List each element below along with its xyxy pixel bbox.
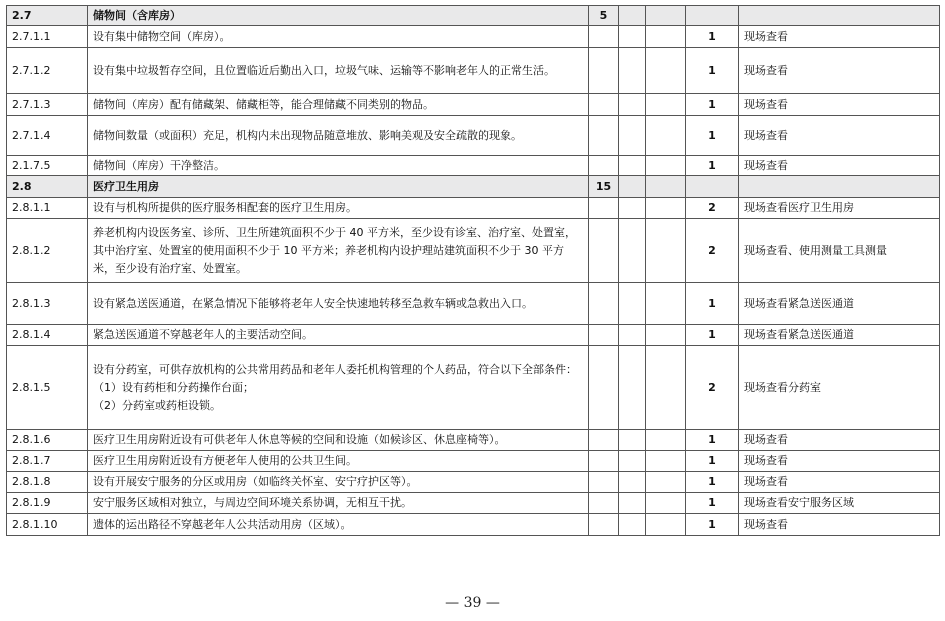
item-id: 2.8.1.5 bbox=[7, 346, 88, 430]
item-sub-condition: （2）分药室或药柜设锁。 bbox=[93, 398, 221, 412]
item-id: 2.8.1.3 bbox=[7, 283, 88, 325]
item-id: 2.7.1.4 bbox=[7, 116, 88, 156]
item-method: 现场查看医疗卫生用房 bbox=[739, 198, 940, 219]
empty-cell bbox=[589, 48, 619, 94]
item-id: 2.7.1.2 bbox=[7, 48, 88, 94]
table-row bbox=[7, 451, 940, 472]
item-text: 储物间（库房）配有储藏架、储藏柜等，能合理储藏不同类别的物品。 bbox=[88, 94, 589, 116]
section-title: 医疗卫生用房 bbox=[88, 176, 589, 198]
table-row bbox=[7, 116, 940, 156]
section-id: 2.8 bbox=[7, 176, 88, 198]
empty-cell bbox=[619, 219, 646, 283]
item-text: 设有紧急送医通道，在紧急情况下能够将老年人安全快速地转移至急救车辆或急救出入口。 bbox=[88, 283, 589, 325]
empty-cell bbox=[589, 472, 619, 493]
table-row bbox=[7, 493, 940, 514]
empty-cell bbox=[589, 493, 619, 514]
item-weight: 1 bbox=[686, 26, 739, 48]
item-weight: 1 bbox=[686, 430, 739, 451]
item-weight: 2 bbox=[686, 219, 739, 283]
table-row bbox=[7, 472, 940, 493]
empty-cell bbox=[619, 493, 646, 514]
empty-cell bbox=[589, 116, 619, 156]
empty-cell bbox=[739, 176, 940, 198]
section-id: 2.7 bbox=[7, 6, 88, 26]
item-method: 现场查看安宁服务区域 bbox=[739, 493, 940, 514]
empty-cell bbox=[589, 451, 619, 472]
empty-cell bbox=[619, 451, 646, 472]
evaluation-table bbox=[6, 5, 940, 536]
item-text-block bbox=[88, 346, 589, 430]
table-row bbox=[7, 219, 940, 283]
empty-cell bbox=[686, 6, 739, 26]
empty-cell bbox=[619, 156, 646, 176]
table-row bbox=[7, 325, 940, 346]
empty-cell bbox=[619, 283, 646, 325]
page-number: — 39 — bbox=[445, 595, 500, 611]
item-text: 紧急送医通道不穿越老年人的主要活动空间。 bbox=[88, 325, 589, 346]
item-id: 2.8.1.9 bbox=[7, 493, 88, 514]
item-text: 养老机构内设医务室、诊所、卫生所建筑面积不少于 40 平方米，至少设有诊室、治疗室、处置室，其中治疗室、处置室的使用面积不少于 10 平方米；养老机构内设护理站建筑面积不少于 30 平方米，至少设有治疗室、处置室。 bbox=[88, 219, 589, 283]
item-id: 2.7.1.1 bbox=[7, 26, 88, 48]
section-title: 储物间（含库房） bbox=[88, 6, 589, 26]
empty-cell bbox=[589, 198, 619, 219]
item-weight: 1 bbox=[686, 94, 739, 116]
item-method: 现场查看 bbox=[739, 451, 940, 472]
item-weight: 1 bbox=[686, 156, 739, 176]
empty-cell bbox=[646, 48, 686, 94]
item-id: 2.8.1.7 bbox=[7, 451, 88, 472]
empty-cell bbox=[646, 325, 686, 346]
empty-cell bbox=[619, 26, 646, 48]
item-weight: 1 bbox=[686, 48, 739, 94]
item-text: 遗体的运出路径不穿越老年人公共活动用房（区域）。 bbox=[88, 514, 589, 536]
item-id: 2.8.1.6 bbox=[7, 430, 88, 451]
item-weight: 2 bbox=[686, 198, 739, 219]
empty-cell bbox=[646, 94, 686, 116]
empty-cell bbox=[619, 472, 646, 493]
item-method: 现场查看 bbox=[739, 472, 940, 493]
table-row bbox=[7, 156, 940, 176]
item-text: 设有与机构所提供的医疗服务相配套的医疗卫生用房。 bbox=[88, 198, 589, 219]
item-method: 现场查看 bbox=[739, 26, 940, 48]
empty-cell bbox=[646, 472, 686, 493]
table-row bbox=[7, 346, 940, 430]
empty-cell bbox=[619, 198, 646, 219]
item-method: 现场查看 bbox=[739, 48, 940, 94]
item-id: 2.8.1.8 bbox=[7, 472, 88, 493]
item-weight: 1 bbox=[686, 116, 739, 156]
empty-cell bbox=[589, 94, 619, 116]
empty-cell bbox=[589, 156, 619, 176]
empty-cell bbox=[619, 176, 646, 198]
empty-cell bbox=[589, 219, 619, 283]
empty-cell bbox=[619, 514, 646, 536]
section-row bbox=[7, 6, 940, 26]
item-text: 储物间（库房）干净整洁。 bbox=[88, 156, 589, 176]
item-method: 现场查看紧急送医通道 bbox=[739, 325, 940, 346]
item-text: 设有开展安宁服务的分区或用房（如临终关怀室、安宁疗护区等）。 bbox=[88, 472, 589, 493]
table-row bbox=[7, 283, 940, 325]
item-weight: 1 bbox=[686, 514, 739, 536]
empty-cell bbox=[589, 325, 619, 346]
empty-cell bbox=[646, 493, 686, 514]
table-row bbox=[7, 430, 940, 451]
empty-cell bbox=[739, 6, 940, 26]
empty-cell bbox=[619, 94, 646, 116]
item-weight: 1 bbox=[686, 451, 739, 472]
empty-cell bbox=[589, 283, 619, 325]
empty-cell bbox=[646, 346, 686, 430]
table-row bbox=[7, 198, 940, 219]
empty-cell bbox=[589, 346, 619, 430]
empty-cell bbox=[619, 116, 646, 156]
item-weight: 1 bbox=[686, 283, 739, 325]
empty-cell bbox=[619, 346, 646, 430]
item-id: 2.8.1.4 bbox=[7, 325, 88, 346]
section-score: 5 bbox=[589, 6, 619, 26]
empty-cell bbox=[646, 198, 686, 219]
table-row bbox=[7, 26, 940, 48]
empty-cell bbox=[646, 283, 686, 325]
item-method: 现场查看分药室 bbox=[739, 346, 940, 430]
item-weight: 1 bbox=[686, 472, 739, 493]
table-row bbox=[7, 48, 940, 94]
empty-cell bbox=[686, 176, 739, 198]
empty-cell bbox=[619, 430, 646, 451]
empty-cell bbox=[589, 430, 619, 451]
item-weight: 1 bbox=[686, 493, 739, 514]
item-method: 现场查看 bbox=[739, 156, 940, 176]
table-row bbox=[7, 94, 940, 116]
empty-cell bbox=[646, 26, 686, 48]
section-score: 15 bbox=[589, 176, 619, 198]
item-method: 现场查看、使用测量工具测量 bbox=[739, 219, 940, 283]
item-text: 储物间数量（或面积）充足，机构内未出现物品随意堆放、影响美观及安全疏散的现象。 bbox=[88, 116, 589, 156]
empty-cell bbox=[619, 6, 646, 26]
item-id: 2.1.7.5 bbox=[7, 156, 88, 176]
item-text: 安宁服务区域相对独立，与周边空间环境关系协调，无相互干扰。 bbox=[88, 493, 589, 514]
empty-cell bbox=[646, 116, 686, 156]
item-text: 医疗卫生用房附近设有可供老年人休息等候的空间和设施（如候诊区、休息座椅等）。 bbox=[88, 430, 589, 451]
item-weight: 2 bbox=[686, 346, 739, 430]
item-method: 现场查看 bbox=[739, 514, 940, 536]
item-sub-condition: （1）设有药柜和分药操作台面； bbox=[93, 380, 254, 394]
item-weight: 1 bbox=[686, 325, 739, 346]
item-id: 2.8.1.10 bbox=[7, 514, 88, 536]
item-text: 设有集中储物空间（库房）。 bbox=[88, 26, 589, 48]
item-method: 现场查看 bbox=[739, 94, 940, 116]
empty-cell bbox=[646, 430, 686, 451]
item-id: 2.8.1.1 bbox=[7, 198, 88, 219]
item-text: 医疗卫生用房附近设有方便老年人使用的公共卫生间。 bbox=[88, 451, 589, 472]
section-row bbox=[7, 176, 940, 198]
empty-cell bbox=[646, 156, 686, 176]
empty-cell bbox=[619, 325, 646, 346]
empty-cell bbox=[619, 48, 646, 94]
empty-cell bbox=[646, 451, 686, 472]
table-row bbox=[7, 514, 940, 536]
item-text: 设有集中垃圾暂存空间，且位置临近后勤出入口，垃圾气味、运输等不影响老年人的正常生活。 bbox=[88, 48, 589, 94]
item-method: 现场查看紧急送医通道 bbox=[739, 283, 940, 325]
item-method: 现场查看 bbox=[739, 430, 940, 451]
empty-cell bbox=[589, 514, 619, 536]
empty-cell bbox=[646, 176, 686, 198]
item-id: 2.8.1.2 bbox=[7, 219, 88, 283]
item-text: 设有分药室，可供存放机构的公共常用药品和老年人委托机构管理的个人药品，符合以下全部条件： bbox=[93, 362, 577, 376]
empty-cell bbox=[589, 26, 619, 48]
empty-cell bbox=[646, 219, 686, 283]
empty-cell bbox=[646, 514, 686, 536]
item-id: 2.7.1.3 bbox=[7, 94, 88, 116]
item-method: 现场查看 bbox=[739, 116, 940, 156]
empty-cell bbox=[646, 6, 686, 26]
